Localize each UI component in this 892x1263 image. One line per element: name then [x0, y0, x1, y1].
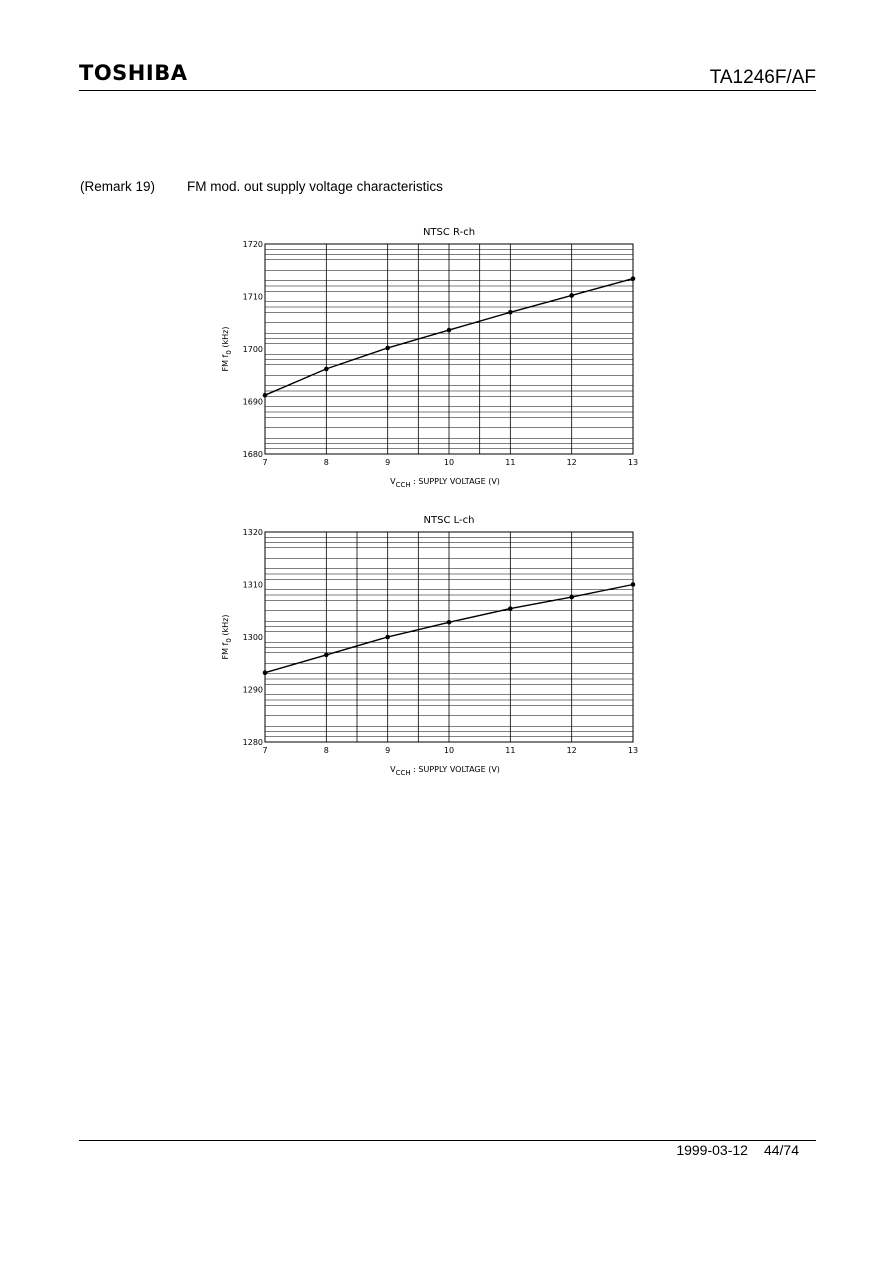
x-tick-label: 9	[385, 746, 391, 755]
y-tick-label: 1680	[242, 450, 263, 459]
data-point	[447, 328, 452, 333]
data-point	[324, 653, 329, 658]
x-axis-label: VCCH : SUPPLY VOLTAGE (V)	[390, 477, 500, 489]
y-tick-label: 1720	[242, 240, 263, 249]
remark-heading	[80, 180, 443, 194]
toshiba-logo: TOSHIBA	[79, 61, 188, 85]
data-point	[324, 367, 329, 372]
y-tick-label: 1300	[242, 633, 263, 642]
y-tick-label: 1320	[242, 528, 263, 537]
x-axis-label: VCCH : SUPPLY VOLTAGE (V)	[390, 765, 500, 777]
remark-number: (Remark 19)	[80, 179, 156, 194]
y-tick-label: 1700	[242, 345, 263, 354]
x-tick-label: 7	[262, 458, 268, 467]
y-axis-label: FM f0 (kHz)	[221, 326, 233, 372]
y-tick-label: 1690	[242, 397, 263, 407]
x-tick-label: 10	[443, 458, 455, 467]
x-tick-label: 11	[505, 746, 516, 755]
y-tick-label: 1710	[242, 292, 263, 302]
x-tick-label: 8	[323, 746, 329, 755]
data-point	[447, 620, 452, 625]
page-footer	[676, 1143, 799, 1157]
x-tick-label: 13	[627, 458, 639, 467]
x-tick-label: 13	[627, 746, 639, 755]
y-tick-label: 1280	[242, 738, 263, 747]
y-tick-label: 1290	[242, 685, 263, 695]
x-tick-label: 9	[385, 458, 391, 467]
x-tick-label: 11	[505, 458, 516, 467]
data-point	[631, 276, 636, 281]
chart-ntsc-l-ch	[210, 508, 670, 778]
y-tick-label: 1310	[242, 580, 263, 590]
data-point	[631, 582, 636, 587]
x-tick-label: 10	[443, 746, 455, 755]
chart-ntsc-r-ch	[210, 220, 670, 490]
footer-date: 1999-03-12	[676, 1142, 748, 1158]
footer-page-number: 44/74	[763, 1142, 799, 1158]
remark-title: FM mod. out supply voltage characteristics	[187, 179, 443, 194]
part-number: TA1246F/AF	[709, 67, 816, 88]
chart-title: NTSC R-ch	[422, 227, 476, 238]
data-point	[385, 346, 390, 351]
header-rule	[79, 90, 816, 91]
data-point	[569, 293, 574, 298]
data-point	[263, 393, 268, 398]
chart-title: NTSC L-ch	[423, 515, 475, 526]
data-point	[263, 670, 268, 675]
y-axis-label: FM f0 (kHz)	[221, 614, 233, 660]
x-tick-label: 12	[566, 746, 577, 755]
footer-rule	[79, 1140, 816, 1141]
x-tick-label: 7	[262, 746, 268, 755]
data-point	[569, 595, 574, 600]
data-point	[508, 606, 513, 611]
x-tick-label: 12	[566, 458, 577, 467]
data-point	[385, 635, 390, 640]
data-point	[508, 310, 513, 315]
x-tick-label: 8	[323, 458, 329, 467]
